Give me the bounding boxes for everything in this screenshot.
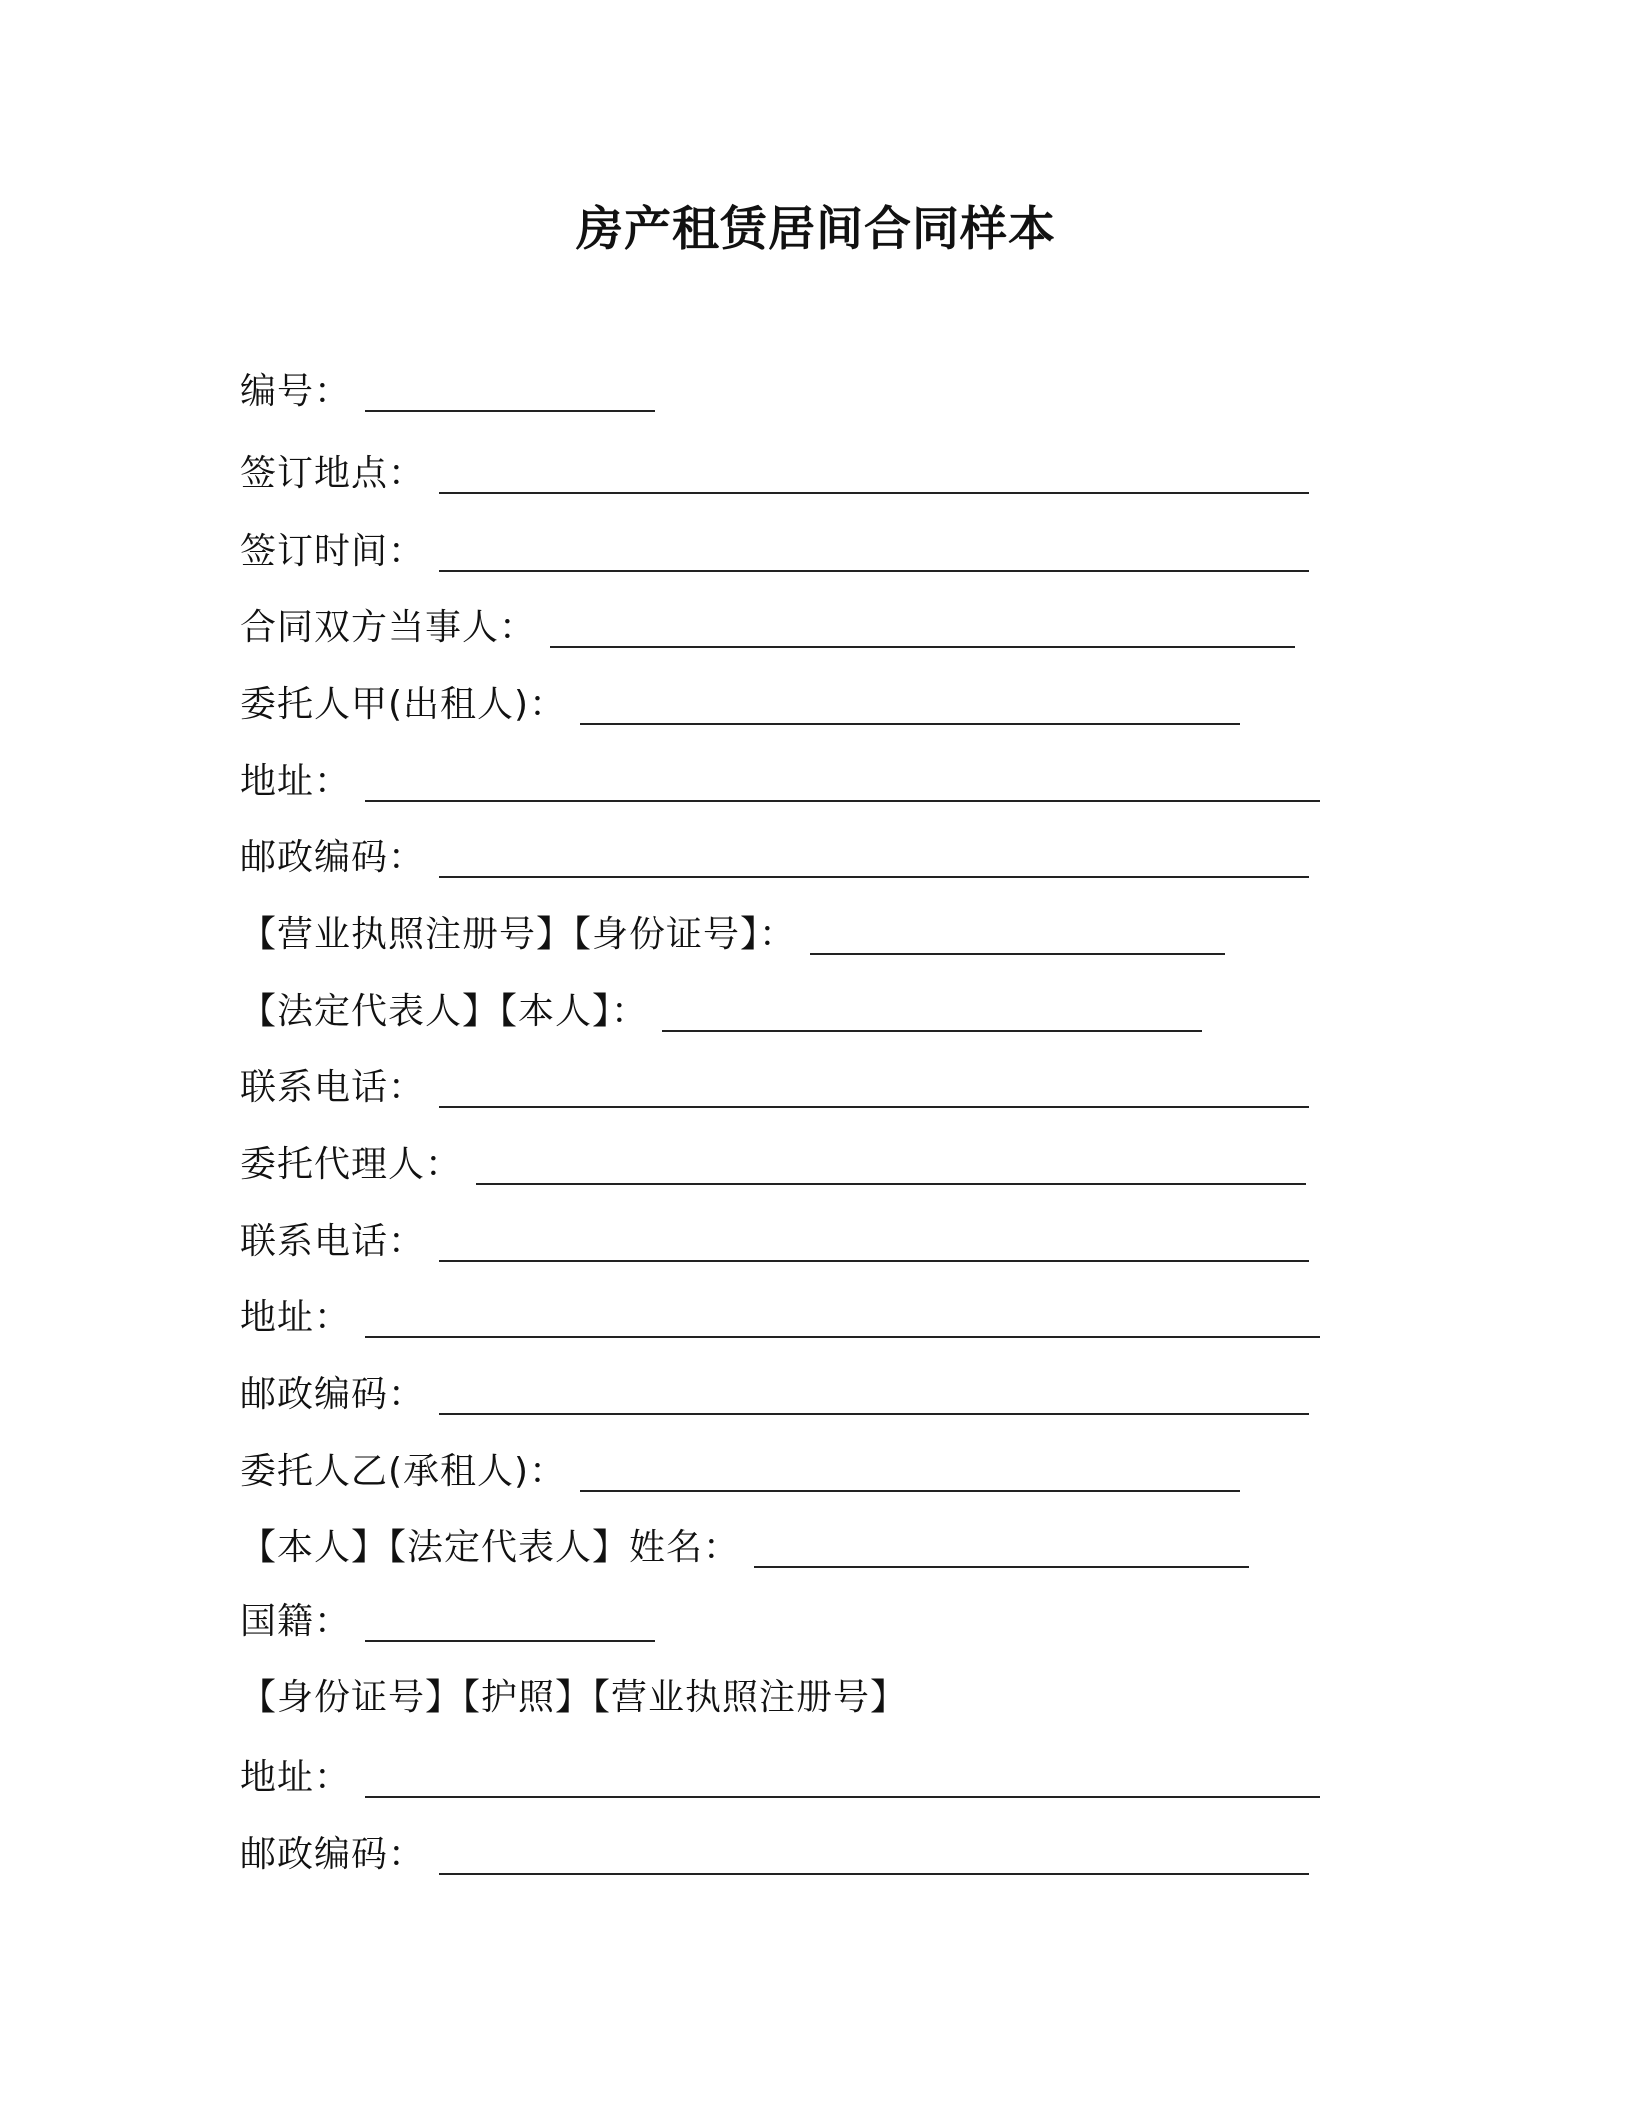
a-postcode-row: [240, 828, 1309, 888]
sign-place-row: [240, 444, 1309, 504]
a-postcode-blank[interactable]: [439, 876, 1309, 878]
a-address-row: [240, 752, 1320, 812]
a-phone-label: 联系电话：: [240, 1067, 426, 1108]
agent-phone-blank[interactable]: [439, 1260, 1309, 1262]
a-legal-rep-label: 【法定代表人】【本人】：: [240, 991, 649, 1032]
b-address-label: 地址：: [240, 1757, 352, 1798]
b-name-label: 【本人】【法定代表人】姓名：: [240, 1527, 741, 1568]
b-postcode-blank[interactable]: [439, 1873, 1309, 1875]
agent-phone-label: 联系电话：: [240, 1221, 426, 1262]
agent-postcode-row: [240, 1365, 1309, 1425]
a-address-label: 地址：: [240, 761, 352, 802]
party-a-label: 委托人甲(出租人)：: [240, 684, 567, 725]
a-legal-rep-row: [240, 982, 1202, 1042]
b-postcode-row: [240, 1825, 1309, 1885]
b-nationality-row: [240, 1592, 655, 1652]
b-postcode-label: 邮政编码：: [240, 1834, 426, 1875]
b-id-types-row: [240, 1668, 907, 1728]
party-a-blank[interactable]: [580, 723, 1240, 725]
b-nationality-blank[interactable]: [365, 1640, 655, 1642]
sign-place-label: 签订地点：: [240, 453, 426, 494]
agent-blank[interactable]: [476, 1183, 1306, 1185]
agent-row: [240, 1135, 1306, 1195]
b-nationality-label: 国籍：: [240, 1601, 352, 1642]
number-row: [240, 362, 655, 422]
b-address-blank[interactable]: [365, 1796, 1320, 1798]
party-a-row: [240, 675, 1240, 735]
agent-postcode-label: 邮政编码：: [240, 1374, 426, 1415]
agent-address-row: [240, 1288, 1320, 1348]
a-license-row: [240, 905, 1225, 965]
agent-phone-row: [240, 1212, 1309, 1272]
a-license-label: 【营业执照注册号】【身份证号】：: [240, 914, 797, 955]
sign-time-row: [240, 522, 1309, 582]
parties-row: [240, 598, 1295, 658]
sign-time-label: 签订时间：: [240, 531, 426, 572]
b-id-types-label: 【身份证号】【护照】【营业执照注册号】: [240, 1677, 908, 1718]
agent-address-blank[interactable]: [365, 1336, 1320, 1338]
a-postcode-label: 邮政编码：: [240, 837, 426, 878]
sign-place-blank[interactable]: [439, 492, 1309, 494]
party-b-row: [240, 1442, 1240, 1502]
parties-blank[interactable]: [550, 646, 1295, 648]
party-b-blank[interactable]: [580, 1490, 1240, 1492]
a-phone-row: [240, 1058, 1309, 1118]
parties-label: 合同双方当事人：: [240, 607, 537, 648]
sign-time-blank[interactable]: [439, 570, 1309, 572]
b-name-row: [240, 1518, 1249, 1578]
b-address-row: [240, 1748, 1320, 1808]
agent-address-label: 地址：: [240, 1297, 352, 1338]
a-license-blank[interactable]: [810, 953, 1225, 955]
number-blank[interactable]: [365, 410, 655, 412]
a-legal-rep-blank[interactable]: [662, 1030, 1202, 1032]
b-name-blank[interactable]: [754, 1566, 1249, 1568]
number-label: 编号：: [240, 371, 352, 412]
document-title: 房产租赁居间合同样本: [576, 202, 1056, 257]
agent-label: 委托代理人：: [240, 1144, 463, 1185]
party-b-label: 委托人乙(承租人)：: [240, 1451, 567, 1492]
a-address-blank[interactable]: [365, 800, 1320, 802]
agent-postcode-blank[interactable]: [439, 1413, 1309, 1415]
a-phone-blank[interactable]: [439, 1106, 1309, 1108]
